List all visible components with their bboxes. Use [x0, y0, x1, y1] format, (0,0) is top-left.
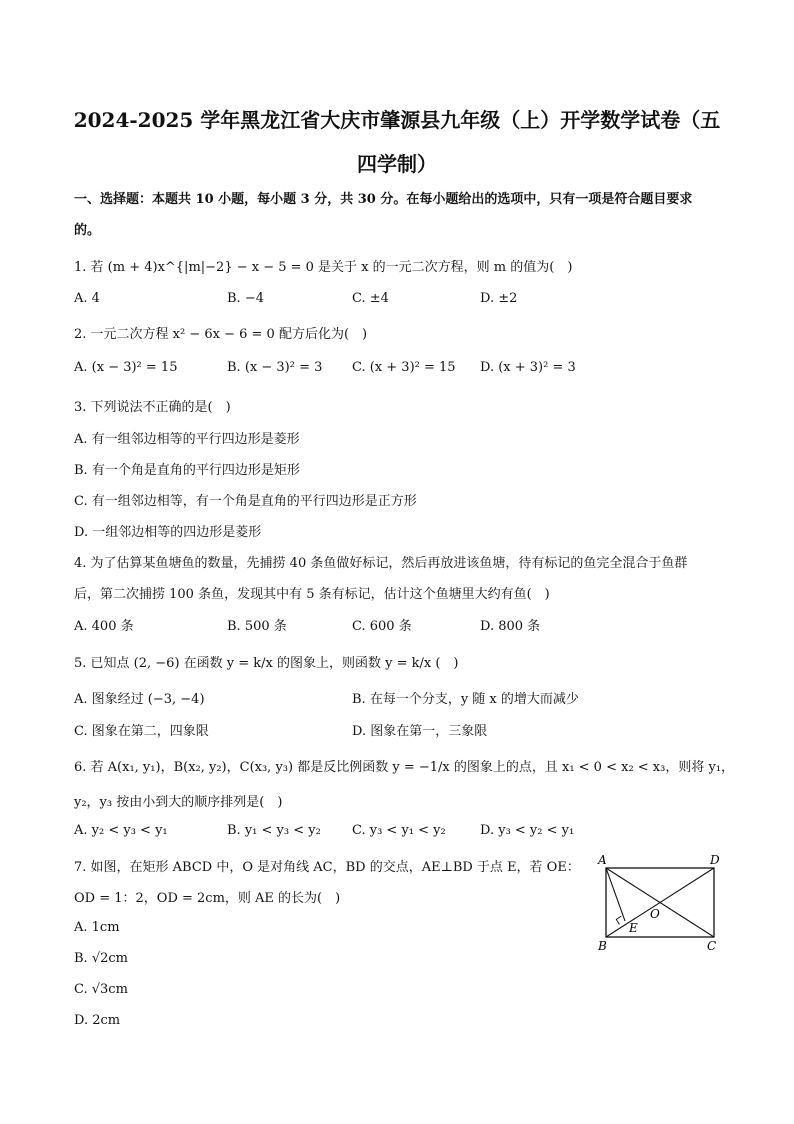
exam-title-line-1: 2024-2025 学年黑龙江省大庆市肇源县九年级（上）开学数学试卷（五 [73, 108, 721, 132]
question-3-stem: 3. 下列说法不正确的是( ) [74, 400, 231, 415]
question-7-stem-line-2: OD = 1：2，OD = 2cm，则 AE 的长为( ) [74, 891, 341, 906]
question-6-option-a: A. y₂ < y₃ < y₁ [74, 823, 168, 838]
right-angle-mark [616, 916, 621, 925]
question-2-stem: 2. 一元二次方程 x² − 6x − 6 = 0 配方后化为( ) [74, 327, 368, 342]
label-c: C [707, 939, 717, 952]
question-5-stem: 5. 已知点 (2, −6) 在函数 y = k/x 的图象上，则函数 y = k/x ( ) [74, 656, 459, 671]
question-2-option-d: D. (x + 3)² = 3 [480, 360, 576, 375]
question-4-option-c: C. 600 条 [352, 619, 412, 634]
question-4-option-d: D. 800 条 [480, 619, 541, 634]
question-4-option-b: B. 500 条 [227, 619, 287, 634]
label-o: O [650, 907, 660, 921]
rectangle-abcd-figure [594, 852, 726, 952]
question-5-option-a: A. 图象经过 (−3, −4) [74, 692, 205, 707]
exam-title-line-2: 四学制） [357, 152, 437, 176]
question-5-option-b: B. 在每一个分支，y 随 x 的增大而减少 [352, 692, 579, 707]
question-7-option-a: A. 1cm [74, 920, 120, 935]
question-6-option-c: C. y₃ < y₁ < y₂ [352, 823, 446, 838]
question-1-option-c: C. ±4 [352, 291, 389, 306]
question-3-option-b: B. 有一个角是直角的平行四边形是矩形 [74, 463, 300, 478]
question-6-option-d: D. y₃ < y₂ < y₁ [480, 823, 575, 838]
question-1-option-d: D. ±2 [480, 291, 518, 306]
question-1-option-a: A. 4 [74, 291, 100, 306]
question-6-option-b: B. y₁ < y₃ < y₂ [227, 823, 321, 838]
section-instructions-line-1: 一、选择题：本题共 10 小题，每小题 3 分，共 30 分。在每小题给出的选项中，只有一项是符合题目要求 [74, 192, 693, 207]
section-instructions-line-2: 的。 [74, 223, 101, 238]
question-7-option-c: C. √3cm [74, 982, 128, 997]
question-2-option-a: A. (x − 3)² = 15 [74, 360, 178, 375]
question-1-option-b: B. −4 [227, 291, 264, 306]
question-5-option-d: D. 图象在第一，三象限 [352, 724, 488, 739]
question-5-option-c: C. 图象在第二，四象限 [74, 724, 209, 739]
question-6-stem-line-1: 6. 若 A(x₁, y₁)，B(x₂, y₂)，C(x₃, y₃) 都是反比例函数 y = −1/x 的图象上的点，且 x₁ < 0 < x₂ < x₃，则将 y₁， [74, 760, 735, 775]
question-4-option-a: A. 400 条 [74, 619, 134, 634]
label-b: B [598, 939, 607, 952]
question-1-stem: 1. 若 (m + 4)x^{|m|−2} − x − 5 = 0 是关于 x 的一元二次方程，则 m 的值为( ) [74, 260, 573, 275]
question-4-stem-line-1: 4. 为了估算某鱼塘鱼的数量，先捕捞 40 条鱼做好标记，然后再放进该鱼塘，待有标记的鱼完全混合于鱼群 [74, 556, 688, 571]
question-6-stem-line-2: y₂，y₃ 按由小到大的顺序排列是( ) [74, 795, 283, 810]
label-e: E [629, 921, 638, 935]
question-4-stem-line-2: 后，第二次捕捞 100 条鱼，发现其中有 5 条有标记，估计这个鱼塘里大约有鱼( ) [74, 587, 550, 602]
question-3-option-c: C. 有一组邻边相等，有一个角是直角的平行四边形是正方形 [74, 494, 417, 509]
perpendicular-ae [606, 868, 625, 921]
question-7-stem-line-1: 7. 如图，在矩形 ABCD 中，O 是对角线 AC，BD 的交点，AE⊥BD 于点 E，若 OE： [74, 860, 580, 875]
label-d: D [710, 853, 720, 867]
question-7-option-b: B. √2cm [74, 951, 128, 966]
question-3-option-d: D. 一组邻边相等的四边形是菱形 [74, 525, 262, 540]
question-3-option-a: A. 有一组邻边相等的平行四边形是菱形 [74, 432, 300, 447]
question-2-option-c: C. (x + 3)² = 15 [352, 360, 456, 375]
question-2-option-b: B. (x − 3)² = 3 [227, 360, 323, 375]
question-7-option-d: D. 2cm [74, 1013, 121, 1028]
label-a: A [598, 853, 607, 867]
